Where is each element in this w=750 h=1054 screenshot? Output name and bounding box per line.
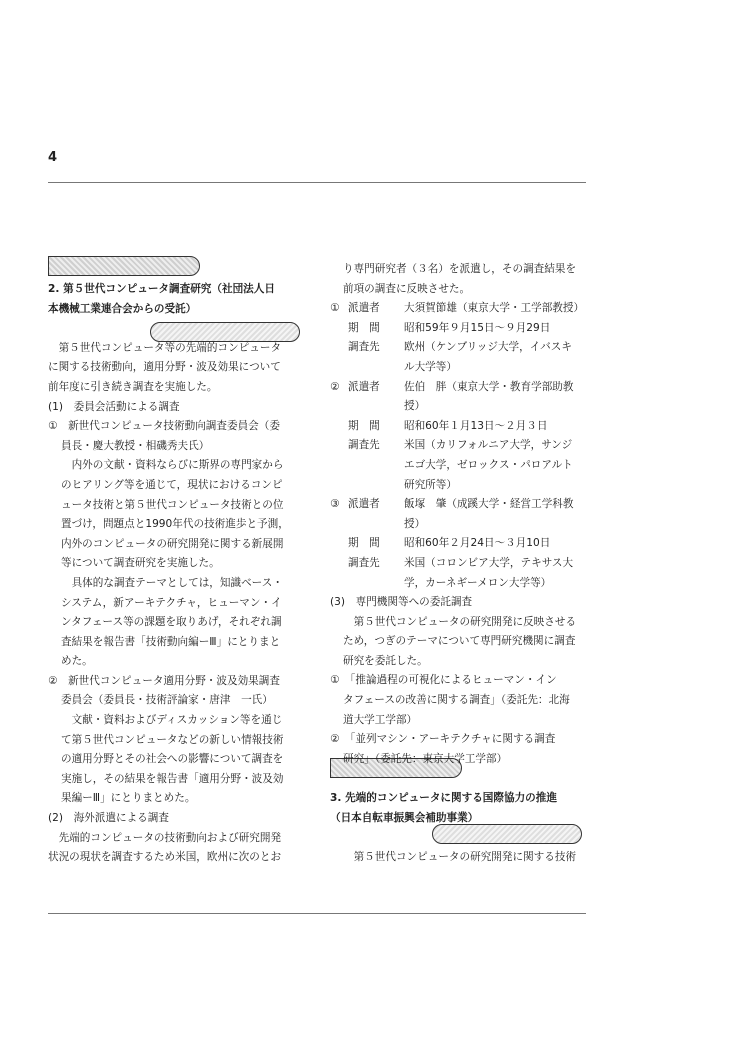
text-line: ンタフェース等の課題を取りあげ，それぞれ調 (61, 616, 282, 629)
text-line: 第５世代コンピュータ等の先端的コンピュータ (48, 341, 282, 354)
text-line: 実施し，その結果を報告書「適用分野・波及効 (61, 772, 284, 785)
footer-rule (48, 913, 586, 914)
dispatch-3-dest-label: 調査先 (348, 556, 380, 569)
dispatch-3-label: 派遣者 (348, 498, 380, 511)
text-line: に関する技術動向，適用分野・波及効果について (48, 361, 281, 374)
text-line: 第５世代コンピュータの研究開発に反映させる (343, 615, 577, 628)
text-line: 員長・慶大教授・相磯秀夫氏） (61, 439, 210, 452)
section-marker-2 (48, 256, 200, 276)
text-line: 研究を委託した。 (343, 654, 428, 667)
text-line: めた。 (61, 655, 93, 668)
text-line: 研究」（委託先：東京大学工学部） (343, 752, 508, 765)
text-line: タフェースの改善に関する調査」（委託先：北海 (343, 694, 570, 707)
dispatch-2-marker: ② (330, 380, 340, 393)
text-line: の適用分野とその社会への影響について調査を (61, 753, 284, 766)
text-line: 果編ーⅢ」にとりまとめた。 (61, 792, 196, 805)
section-3-heading-line-1: 3. 先端的コンピュータに関する国際協力の推進 (330, 792, 557, 805)
dispatch-1-period (330, 319, 595, 339)
text-line: 道大学工学部） (343, 713, 418, 726)
dispatch-2-period-label: 期 間 (348, 419, 380, 432)
spacer (48, 319, 318, 339)
text-line: 文献・資料およびディスカッション等を通じ (61, 714, 283, 727)
text-line: 等について調査研究を実施した。 (61, 557, 220, 570)
dispatch-2-dest (330, 436, 595, 456)
dispatch-1-marker: ① (330, 302, 340, 315)
dispatch-2-period (330, 417, 595, 437)
dispatch-3-person (330, 495, 595, 515)
text-line: 内外のコンピュータの研究開発に関する新展開 (61, 537, 284, 550)
dispatch-1-person-value: 大須賀節雄（東京大学・工学部教授） (404, 302, 585, 315)
dispatch-2-person (330, 378, 595, 398)
text-line: 委員会（委員長・技術評論家・唐津 一氏） (61, 694, 273, 707)
left-column (48, 280, 318, 868)
dispatch-3-period (330, 534, 595, 554)
dispatch-3-period-value: 昭和60年２月24日～３月10日 (404, 537, 551, 550)
dispatch-2-dest-cont: エゴ大学，ゼロックス・パロアルト (404, 458, 573, 471)
text-line: ② 「並列マシン・アーキテクチャに関する調査 (330, 733, 556, 746)
dispatch-3-marker: ③ (330, 498, 340, 511)
dispatch-2-dest-value: 米国（カリフォルニア大学，サンジ (404, 439, 573, 452)
text-line: 第５世代コンピュータの研究開発に関する技術 (343, 850, 577, 863)
text-line: て第５世代コンピュータなどの新しい情報技術 (61, 733, 284, 746)
dispatch-2-period-value: 昭和60年１月13日～２月３日 (404, 419, 548, 432)
text-line: 内外の文献・資料ならびに斯界の専門家から (61, 459, 284, 472)
dispatch-2-dest-label: 調査先 (348, 439, 380, 452)
dispatch-3-period-label: 期 間 (348, 537, 380, 550)
text-line: ュータ技術と第５世代コンピュータ技術との位 (61, 498, 284, 511)
dispatch-2-person-value: 佐伯 胖（東京大学・教育学部助教 (404, 380, 574, 393)
dispatch-2-dest-cont: 研究所等） (404, 478, 457, 491)
text-line: 前項の調査に反映させた。 (343, 282, 471, 295)
section-2-heading-line-1: 2. 第５世代コンピュータ調査研究（社団法人日 (48, 283, 275, 295)
text-line: システム，新アーキテクチャ，ヒューマン・イ (61, 596, 282, 609)
dispatch-1-dest-label: 調査先 (348, 341, 380, 354)
subheading-3: (3) 専門機関等への委託調査 (330, 596, 473, 609)
dispatch-1-dest-value: 欧州（ケンブリッジ大学，イバスキ (404, 341, 572, 354)
text-line: 状況の現状を調査するため米国，欧州に次のとお (48, 851, 282, 864)
dispatch-1-period-label: 期 間 (348, 321, 380, 334)
spacer (330, 828, 595, 848)
spacer (330, 769, 595, 789)
dispatch-1-period-value: 昭和59年９月15日～９月29日 (404, 321, 551, 334)
dispatch-1-dest-cont: ル大学等） (404, 360, 457, 373)
dispatch-3-person-value: 飯塚 肇（成蹊大学・経営工学科教 (404, 498, 574, 511)
text-line: ① 「推論過程の可視化によるヒューマン・イン (330, 674, 557, 687)
text-line: 前年度に引き続き調査を実施した。 (48, 380, 218, 393)
dispatch-1-dest (330, 338, 595, 358)
text-line: ため，つぎのテーマについて専門研究機関に調査 (343, 635, 576, 648)
right-column (330, 260, 595, 867)
text-line: り専門研究者（３名）を派遣し，その調査結果を (343, 263, 577, 275)
dispatch-2-person-cont: 授） (404, 400, 426, 413)
text-line: ② 新世代コンピュータ適用分野・波及効果調査 (48, 674, 280, 687)
text-line: 置づけ，問題点と1990年代の技術進歩と予測， (61, 518, 289, 531)
header-rule (48, 182, 586, 183)
subheading-2: (2) 海外派遣による調査 (48, 812, 169, 825)
section-3-heading-line-2: （日本自転車振興会補助事業） (330, 811, 479, 824)
text-line: 先端的コンピュータの技術動向および研究開発 (48, 831, 282, 844)
dispatch-1-label: 派遣者 (348, 302, 380, 315)
text-line: のヒアリング等を通じて，現状におけるコンピ (61, 478, 283, 491)
page-number: 4 (48, 150, 58, 165)
dispatch-3-dest-cont: 学，カーネギーメロン大学等） (404, 576, 552, 589)
text-line: 査結果を報告書「技術動向編ーⅢ」にとりまと (61, 635, 281, 648)
text-line: 具体的な調査テーマとしては，知識ベース・ (61, 576, 283, 589)
dispatch-3-person-cont: 授） (404, 517, 426, 530)
text-line: ① 新世代コンピュータ技術動向調査委員会（委 (48, 420, 280, 433)
dispatch-3-dest (330, 554, 595, 574)
dispatch-2-label: 派遣者 (348, 380, 380, 393)
dispatch-1-person (330, 299, 595, 319)
subheading-1: (1) 委員会活動による調査 (48, 400, 180, 413)
dispatch-3-dest-value: 米国（コロンビア大学，テキサス大 (404, 556, 574, 569)
section-2-heading-line-2: 本機械工業連合会からの受託） (48, 302, 197, 315)
